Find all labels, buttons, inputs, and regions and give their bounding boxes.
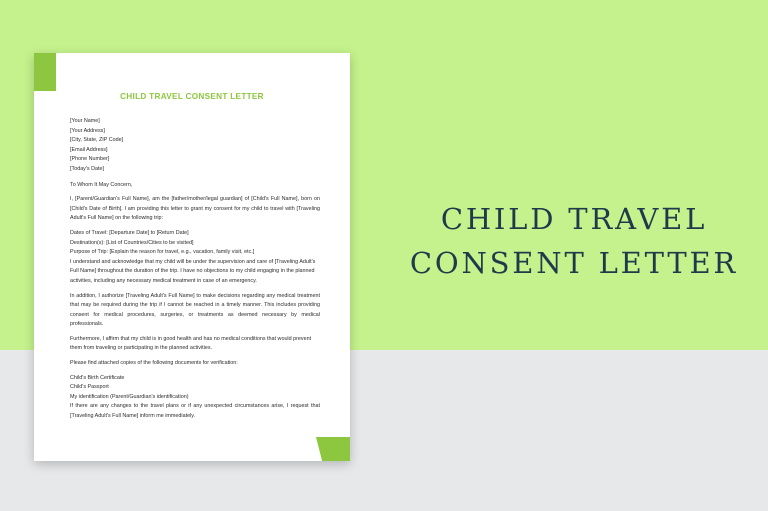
- attachments-intro: Please find attached copies of the following documents for verification:: [70, 360, 238, 367]
- sender-email: [Email Address]: [70, 146, 108, 153]
- headline: [404, 197, 744, 285]
- attachments-list: [70, 374, 320, 422]
- sender-address: [Your Address]: [70, 127, 105, 134]
- attachment-item: Child's Passport: [70, 384, 109, 391]
- document-title: CHILD TRAVEL CONSENT LETTER: [120, 92, 264, 101]
- affirm-paragraph: Furthermore, I affirm that my child is in good health and has no medical conditions that would prevent them from traveling or participating in the planned activities.: [70, 335, 312, 352]
- sender-name: [Your Name]: [70, 118, 100, 124]
- sender-city: [City, State, ZIP Code]: [70, 137, 124, 144]
- document-body: [70, 117, 320, 422]
- authorize-paragraph: In addition, I authorize [Traveling Adult's Full Name] to make decisions regarding any medical treatment that may be required during the trip if I cannot be reached in a timely manner. This includes providing consent for medical procedures, surgeries, or treatments as deemed necessary by medical professionals.: [70, 292, 320, 328]
- corner-accent-bottom-right: [316, 437, 350, 461]
- trip-details: [70, 229, 320, 287]
- trip-dates: Dates of Travel: [Departure Date] to [Return Date]: [70, 229, 189, 236]
- sender-date: [Today's Date]: [70, 165, 104, 172]
- document-page: [34, 53, 350, 461]
- attachment-item: Child's Birth Certificate: [70, 374, 125, 381]
- salutation: To Whom It May Concern,: [70, 181, 133, 188]
- intro-paragraph: I, [Parent/Guardian's Full Name], am the [father/mother/legal guardian] of [Child's Full Name], born on [Child's Date of Birth]. I am providing this letter to grant my consent for my child to travel with [Traveling Adult's Full Name] on the following trip:: [70, 196, 320, 222]
- attachment-item: My identification (Parent/Guardian's identification): [70, 393, 189, 400]
- closing-paragraph: If there are any changes to the travel plans or if any unexpected circumstances arise, I request that [Traveling Adult's Full Name] inform me immediately.: [70, 403, 320, 420]
- headline-line-2: CONSENT LETTER: [409, 246, 739, 280]
- corner-accent-top-left: [34, 53, 56, 91]
- trip-purpose: Purpose of Trip: [Explain the reason for travel, e.g., vacation, family visit, etc.]: [70, 249, 255, 256]
- headline-line-1: CHILD TRAVEL: [440, 202, 708, 236]
- sender-phone: [Phone Number]: [70, 156, 110, 163]
- sender-block: [70, 117, 320, 175]
- trip-destinations: Destination(s): [List of Countries/Cities to be visited]: [70, 239, 194, 246]
- trip-acknowledgement: I understand and acknowledge that my child will be under the supervision and care of [Traveling Adult's Full Name] throughout the duration of the trip. I have no objections to my child engaging in the planned activities, including any necessary medical treatment in case of an emergency.: [70, 258, 316, 284]
